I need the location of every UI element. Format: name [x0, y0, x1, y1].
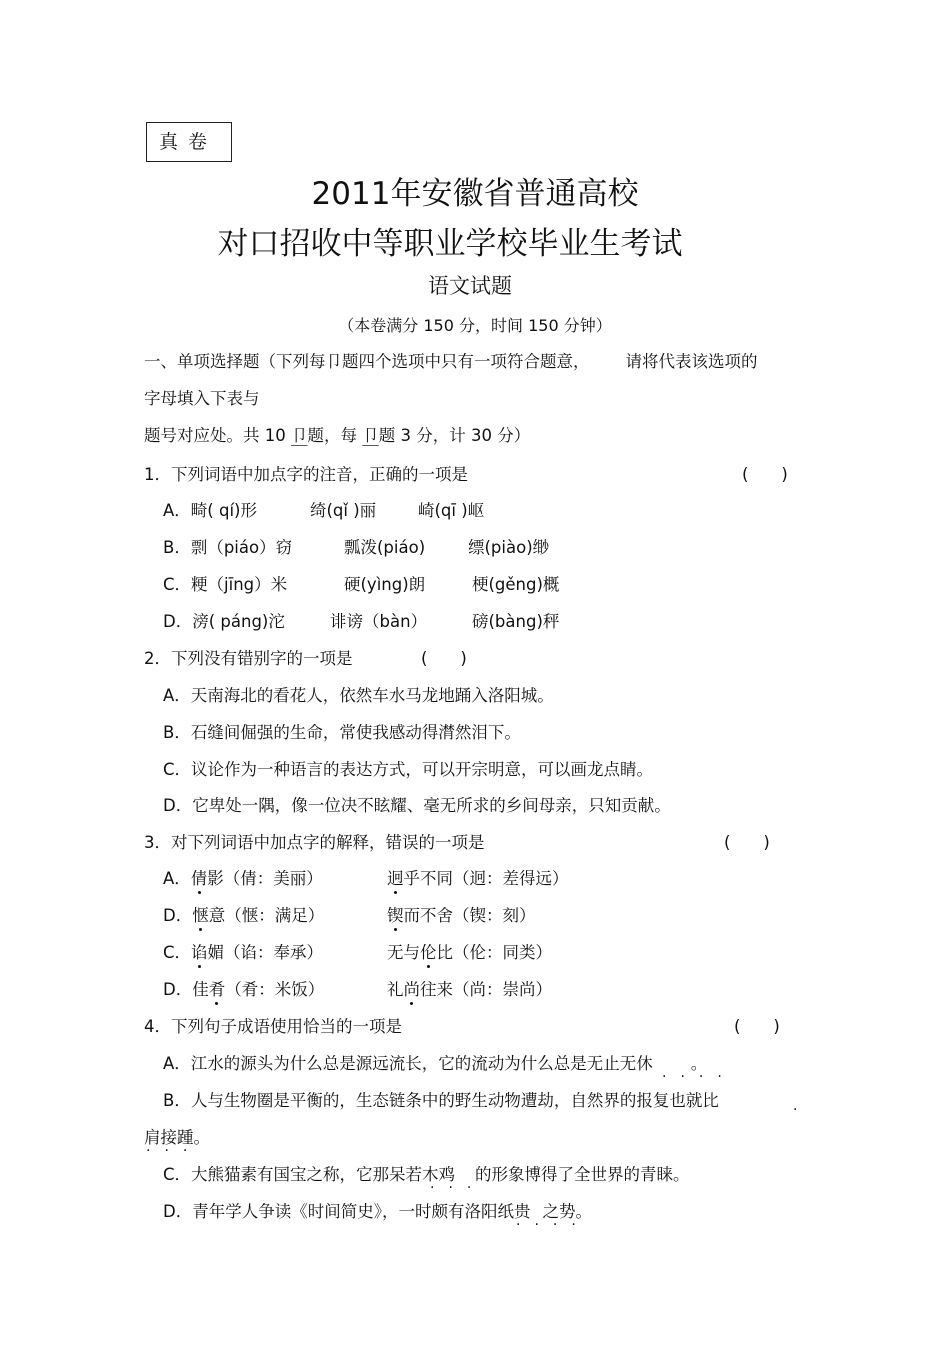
q4-option-b-emphasis-dot: ·	[793, 1102, 812, 1118]
title-line-2: 对口招收中等职业学校毕业生考试	[217, 226, 683, 262]
q4-option-b-line-2: 肩接踵。	[144, 1128, 210, 1147]
q4-option-b-line-2-emphasis-dots: ···	[146, 1143, 202, 1159]
q1-stem: 1．下列词语中加点字的注音，正确的一项是	[144, 465, 468, 484]
q1-option-a: A．畸( qí)形	[163, 501, 257, 520]
q2-option-a: A．天南海北的看花人，依然车水马龙地踊入洛阳城。	[163, 686, 554, 705]
q4-option-c-emphasis-dots: ···	[430, 1180, 486, 1196]
q3-option-a-item-2: 迥乎不同（迥：差得远）	[387, 869, 569, 888]
q1-option-d-item-2: 诽谤（bàn）	[330, 612, 428, 631]
q3-option-d-item-2: 礼尚往来（尚：崇尚）	[387, 980, 552, 999]
q1-option-c: C．粳（jīng）米	[163, 575, 288, 594]
q1-option-b-item-2: 瓢泼(piáo)	[344, 538, 426, 557]
q4-option-b: B．人与生物圈是平衡的，生态链条中的野生动物遭劫，自然界的报复也就比	[163, 1091, 719, 1110]
q2-stem: 2．下列没有错别字的一项是	[144, 649, 353, 668]
q4-answer-paren: ( )	[734, 1017, 780, 1036]
q2-option-c: C．议论作为一种语言的表达方式，可以开宗明意，可以画龙点睛。	[163, 760, 654, 779]
q4-option-a: A．江水的源头为什么总是源远流长，它的流动为什么总是无止无休 。	[163, 1054, 708, 1073]
exam-note: （本卷满分 150 分，时间 150 分钟）	[338, 316, 612, 335]
q1-option-c-item-3: 梗(gěng)概	[472, 575, 560, 594]
q3-option-d: D．佳肴（肴：米饭）	[163, 980, 325, 999]
title-line-1: 2011年安徽省普通高校	[311, 176, 639, 212]
q4-stem: 4．下列句子成语使用恰当的一项是	[144, 1017, 402, 1036]
q1-answer-paren: ( )	[742, 465, 788, 484]
q4-option-c: C．大熊猫素有国宝之称，它那呆若木鸡 的形象博得了全世界的青睐。	[163, 1165, 690, 1184]
q3-option-a: A．倩影（倩：美丽）	[163, 869, 323, 888]
q3-answer-paren: ( )	[724, 833, 770, 852]
q2-answer-paren: ( )	[421, 649, 467, 668]
q4-option-a-emphasis-dots: ····	[662, 1069, 736, 1085]
q3-option-b-item-2: 锲而不舍（锲：刻）	[387, 906, 536, 925]
q3-option-c-item-2: 无与伦比（伦：同类）	[387, 943, 552, 962]
q4-option-d-emphasis-dots: ····	[516, 1217, 590, 1233]
q1-option-b: B．剽（piáo）窃	[163, 538, 293, 557]
q1-option-b-item-3: 缥(piào)缈	[468, 538, 550, 557]
subject-title: 语文试题	[428, 274, 512, 298]
q1-option-c-item-2: 硬(yìng)朗	[344, 575, 426, 594]
exam-tag-box: 真卷	[146, 122, 232, 162]
q4-option-d: D．青年学人争读《时间简史》，一时颇有洛阳纸贵 之势。	[163, 1202, 592, 1221]
q3-stem: 3．对下列词语中加点字的解释，错误的一项是	[144, 833, 485, 852]
q1-option-d-item-3: 磅(bàng)秤	[472, 612, 560, 631]
q1-option-a-item-3: 崎(qī )岖	[418, 501, 485, 520]
q3-option-c: C．谄媚（谄：奉承）	[163, 943, 324, 962]
q1-option-d: D．滂( páng)沱	[163, 612, 285, 631]
q2-option-d: D．它卑处一隅，像一位决不眩耀、毫无所求的乡间母亲，只知贡献。	[163, 796, 671, 815]
q1-option-a-item-2: 绮(qǐ )丽	[310, 501, 377, 520]
section-1-heading-line-3: 题号对应处。共 10 卩题，每 卩题 3 分，计 30 分）	[144, 426, 531, 445]
section-1-heading: 一、单项选择题（下列每卩题四个选项中只有一项符合题意， 请将代表该选项的	[144, 352, 758, 371]
q3-option-b: D．惬意（惬：满足）	[163, 906, 325, 925]
section-1-heading-line-2: 字母填入下表与	[144, 389, 260, 408]
q2-option-b: B．石缝间倔强的生命，常使我感动得潸然泪下。	[163, 723, 521, 742]
